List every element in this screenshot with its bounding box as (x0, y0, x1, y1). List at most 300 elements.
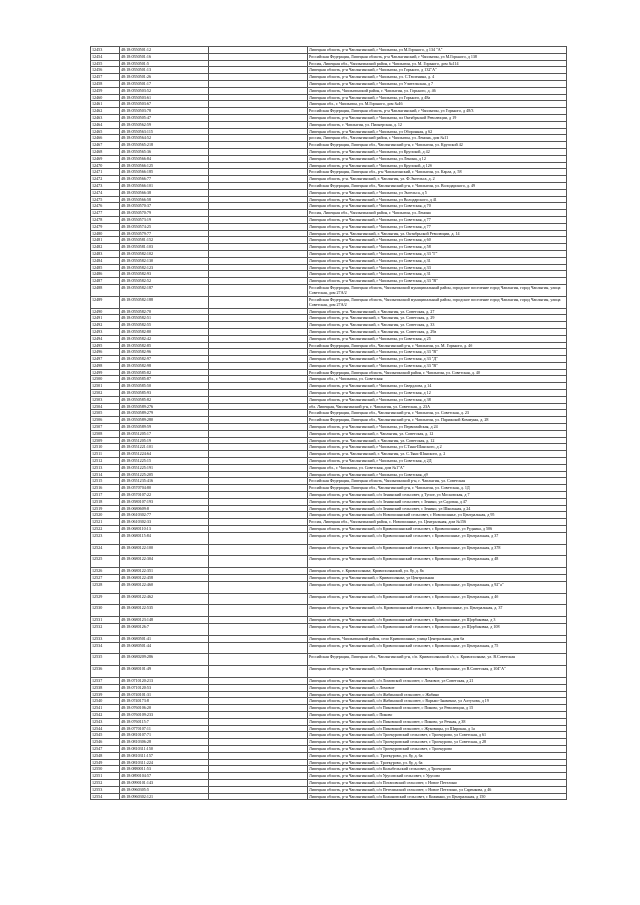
table-row (91, 568, 567, 575)
empty-cell (209, 223, 308, 230)
empty-cell (209, 87, 308, 94)
row-number-cell: 12527 (91, 575, 120, 582)
row-number-cell: 12514 (91, 471, 120, 478)
table-row (91, 101, 567, 108)
address-cell: Липецкая область, р-н Чаплыгинский, г Чаплыгин, ул. С.Тюленина, д. 4 (308, 74, 567, 81)
empty-cell (209, 779, 308, 786)
empty-cell (209, 698, 308, 705)
empty-cell (209, 148, 308, 155)
address-cell: Липецкая область, г. Кривополянье, Кривополянский, ул. 8у, д. 8а (308, 568, 567, 575)
cadastral-number-cell: 48:18:0551225:191 (120, 464, 209, 471)
cadastral-number-cell: 48:18:0960302:121 (120, 793, 209, 800)
empty-cell (209, 296, 308, 308)
table-row (91, 718, 567, 725)
records-table-body (91, 47, 567, 800)
empty-cell (209, 162, 308, 169)
row-number-cell: 12537 (91, 677, 120, 684)
empty-cell (209, 444, 308, 451)
address-cell: обл. Липецкая, Чаплыгинский р-н, г. Чаплыгин, ул. Советская, д. 23А (308, 403, 567, 410)
address-cell: Липецкая область, р-н Чаплыгинский, г Чаплыгин, ул Советская, д 60 (308, 237, 567, 244)
table-row (91, 739, 567, 746)
row-number-cell: 12516 (91, 485, 120, 492)
row-number-cell: 12484 (91, 257, 120, 264)
table-row (91, 745, 567, 752)
table-row (91, 575, 567, 582)
cadastral-number-cell: 48:18:0550566:77 (120, 176, 209, 183)
cadastral-number-cell: 48:18:0550582:123 (120, 264, 209, 271)
table-row (91, 322, 567, 329)
table-row (91, 451, 567, 458)
cadastral-number-cell: 48:18:0570107:22 (120, 492, 209, 499)
empty-cell (209, 471, 308, 478)
cadastral-number-cell: 48:18:0990101:143 (120, 779, 209, 786)
cadastral-number-cell: 48:18:0550503:67 (120, 101, 209, 108)
table-row (91, 478, 567, 485)
cadastral-number-cell: 48:18:0810306:28 (120, 739, 209, 746)
table-row (91, 526, 567, 533)
empty-cell (209, 53, 308, 60)
row-number-cell: 12474 (91, 189, 120, 196)
cadastral-number-cell: 48:18:0550589:279 (120, 410, 209, 417)
row-number-cell: 12486 (91, 271, 120, 278)
table-row (91, 74, 567, 81)
address-cell: Липецкая область, р-н Чаплыгинский, с. Троекурово, ул. 8у, д. 6а (308, 752, 567, 759)
cadastral-number-cell: 48:18:0760106:20 (120, 705, 209, 712)
table-row (91, 396, 567, 403)
address-cell: Российская Федерация, Липецкая область, Чаплыгинский р-н, г. Чаплыгин, ул. Советская (308, 478, 567, 485)
address-cell: Липецкая область, р-н Чаплыгинский, с/п Новополянский сельсовет, с Новополянье, ул Центральная, д 95 (308, 512, 567, 519)
empty-cell (209, 759, 308, 766)
empty-cell (209, 705, 308, 712)
table-row (91, 403, 567, 410)
cadastral-number-cell: 48:18:0550503:78 (120, 108, 209, 115)
empty-cell (209, 189, 308, 196)
empty-cell (209, 47, 308, 54)
cadastral-number-cell: 48:18:0550505:47 (120, 114, 209, 121)
cadastral-number-cell: 48:18:0550582:70 (120, 308, 209, 315)
table-row (91, 376, 567, 383)
address-cell: Липецкая область, р-н Чаплыгинский, с/п Петелинский сельсовет, с Новое Петелино, ул Саренкова, д 46 (308, 786, 567, 793)
table-row (91, 705, 567, 712)
row-number-cell: 12485 (91, 264, 120, 271)
table-row (91, 752, 567, 759)
address-cell: Липецкая область, р-н Чаплыгинский, с/п Пиковский сельсовет, с Жуковицы, ул Широкая, д 1а (308, 725, 567, 732)
row-number-cell: 12543 (91, 718, 120, 725)
cadastral-number-cell: 48:18:0680122:100 (120, 544, 209, 556)
table-row (91, 169, 567, 176)
row-number-cell: 12513 (91, 464, 120, 471)
empty-cell (209, 74, 308, 81)
address-cell: Российская Федерация, Липецкая обл., Чаплыгинский р-н, с/п. Кривополянский с/с, с. Кривополянье, ул. В.Советская (308, 654, 567, 666)
table-row (91, 677, 567, 684)
row-number-cell: 12456 (91, 67, 120, 74)
table-row (91, 182, 567, 189)
row-number-cell: 12511 (91, 451, 120, 458)
empty-cell (209, 417, 308, 424)
cadastral-number-cell: 48:18:0580107:193 (120, 498, 209, 505)
table-row (91, 176, 567, 183)
address-cell: Липецкая область, р-н Чаплыгинский, с/п Пиковский сельсовет, с Пиково, ул Революции, д 15 (308, 705, 567, 712)
address-cell: Липецкая область, р-н Чаплыгинский, с/п Ломовской сельсовет, с Ломовое, ул Советская, д 21 (308, 677, 567, 684)
row-number-cell: 12476 (91, 203, 120, 210)
cadastral-number-cell: 48:18:0551235:416 (120, 478, 209, 485)
table-row (91, 369, 567, 376)
empty-cell (209, 237, 308, 244)
cadastral-number-cell: 48:18:0550582:55 (120, 322, 209, 329)
cadastral-number-cell: 48:18:0710120:53 (120, 684, 209, 691)
row-number-cell: 12526 (91, 568, 120, 575)
cadastral-number-cell: 48:18:0550501:16 (120, 53, 209, 60)
cadastral-number-cell: 48:18:0810311:150 (120, 745, 209, 752)
table-row (91, 793, 567, 800)
cadastral-number-cell: 48:18:0810107:71 (120, 732, 209, 739)
empty-cell (209, 526, 308, 533)
table-row (91, 296, 567, 308)
empty-cell (209, 121, 308, 128)
empty-cell (209, 568, 308, 575)
table-row (91, 349, 567, 356)
cadastral-number-cell: 48:18:0680122:304 (120, 556, 209, 568)
row-number-cell: 12541 (91, 705, 120, 712)
empty-cell (209, 203, 308, 210)
empty-cell (209, 230, 308, 237)
row-number-cell: 12538 (91, 684, 120, 691)
cadastral-number-cell: 48:18:0550582:93 (120, 271, 209, 278)
row-number-cell: 12497 (91, 356, 120, 363)
address-cell: Липецкая область, р-н Чаплыгинский, г Чаплыгин, ул Советская, д 31 (308, 257, 567, 264)
empty-cell (209, 793, 308, 800)
row-number-cell: 12487 (91, 278, 120, 285)
row-number-cell: 12532 (91, 623, 120, 635)
cadastral-number-cell: 48:18:0550566:58 (120, 196, 209, 203)
empty-cell (209, 605, 308, 617)
address-cell: Российская Федерация, Липецкая область, Чаплыгинский муниципальный район, городское поселение город Чаплыгин, город Чаплыгин, улица Советская, дом 27А/2 (308, 296, 567, 308)
empty-cell (209, 617, 308, 624)
table-row (91, 430, 567, 437)
address-cell: Липецкая область, р-н Чаплыгинский, с/п Троекуровский сельсовет, с Троекурово, ул Советская, д 28 (308, 739, 567, 746)
row-number-cell: 12480 (91, 230, 120, 237)
address-cell: Липецкая область, р-н Чаплыгинский, с/п Пиковский сельсовет, с Пиково, ул Речная, д 38 (308, 718, 567, 725)
table-row (91, 87, 567, 94)
table-row (91, 786, 567, 793)
address-cell: Липецкая область, р-н. Чаплыгинский, г. Чаплыгин, ул. Советская, д. 12 (308, 437, 567, 444)
address-cell: Российская Федерация, Липецкая область, Чаплыгинский муниципальный район, городское поселение город Чаплыгин, город Чаплыгин, улица Советская, дом 27А/2 (308, 284, 567, 296)
address-cell: Российская Федерация, Липецкая обл., Чаплыгинский р-н, г. Чаплыгин, ул. Парижской Коммуны, д. 28 (308, 417, 567, 424)
address-cell: Российская Федерация, Липецкая обл., Чаплыгинский р-н, г. Чаплыгин, ул. Советская, д. 23 (308, 410, 567, 417)
table-row (91, 498, 567, 505)
cadastral-number-cell: 48:18:0680122:458 (120, 575, 209, 582)
cadastral-number-cell: 48:18:0550589:276 (120, 403, 209, 410)
cadastral-number-cell: 48:18:0550501:26 (120, 74, 209, 81)
address-cell: Липецкая область, р-н Чаплыгинский, г Чаплыгин, ул Свердлова, д 14 (308, 383, 567, 390)
cadastral-number-cell: 48:18:0890104:57 (120, 773, 209, 780)
cadastral-number-cell: 48:18:0680110:13 (120, 526, 209, 533)
row-number-cell: 12457 (91, 74, 120, 81)
cadastral-number-cell: 48:18:0550585:82 (120, 396, 209, 403)
address-cell: Липецкая область, р-н Чаплыгинский, с/п Зенинский сельсовет, с Зенино, ул Школьная, д 24 (308, 505, 567, 512)
empty-cell (209, 169, 308, 176)
address-cell: Липецкая область, р-н Чаплыгинский, г Чаплыгин, ул Первомайская, д 24 (308, 424, 567, 431)
address-cell: Липецкая область, р-н Чаплыгинский, г Чаплыгин, ул Горького, д 132"А" (308, 67, 567, 74)
cadastral-number-cell: 48:18:0550570:79 (120, 210, 209, 217)
table-row (91, 210, 567, 217)
row-number-cell: 12482 (91, 244, 120, 251)
empty-cell (209, 458, 308, 465)
address-cell: Россия, Липецкая обл., Чаплыгинский район, г. Чаплыгин, ул. Ленина (308, 210, 567, 217)
cadastral-number-cell: 48:18:0550585:82 (120, 369, 209, 376)
cadastral-number-cell: 48:18:0880011:53 (120, 766, 209, 773)
row-number-cell: 12492 (91, 322, 120, 329)
cadastral-number-cell: 48:18:0551221:101 (120, 444, 209, 451)
address-cell: Российская Федерация, Липецкая область, р-н Чаплыгинский, г Чаплыгин, ул М.Горького, д 138 (308, 53, 567, 60)
row-number-cell: 12540 (91, 698, 120, 705)
address-cell: Липецкая область, р-н. Чаплыгинский, г. Чаплыгин, ул. Советская, д. 29а (308, 328, 567, 335)
empty-cell (209, 711, 308, 718)
empty-cell (209, 210, 308, 217)
empty-cell (209, 362, 308, 369)
table-row (91, 444, 567, 451)
address-cell: Липецкая область, р-н Чаплыгинский, г Чаплыгин, ул Ленина, д 12 (308, 155, 567, 162)
address-cell: Липецкая область, р-н. Чаплыгинский, г. Чаплыгин, ул. Советская, д. 27 (308, 308, 567, 315)
row-number-cell: 12460 (91, 94, 120, 101)
row-number-cell: 12517 (91, 492, 120, 499)
row-number-cell: 12471 (91, 169, 120, 176)
row-number-cell: 12503 (91, 396, 120, 403)
row-number-cell: 12508 (91, 430, 120, 437)
empty-cell (209, 519, 308, 526)
table-row (91, 654, 567, 666)
address-cell: Липецкая область, р-н Чаплыгинский, с/п Кривополянский сельсовет, с Кривополянье, ул Центральная, д 37 (308, 532, 567, 544)
cadastral-number-cell: 48:18:0550566:185 (120, 169, 209, 176)
address-cell: Липецкая область, р-н Чаплыгинский, с/п Кривополянский сельсовет, с Кривополянье, ул Щорбаковка, д 108 (308, 623, 567, 635)
empty-cell (209, 635, 308, 642)
address-cell: Липецкая область, р-н Чаплыгинский, с/п Троекуровский сельсовет, с Троекурово, ул Советская, д 61 (308, 732, 567, 739)
address-cell: Липецкая область, р-н Чаплыгинский, г Чаплыгин, ул Советская, д 12 (308, 390, 567, 397)
cadastral-number-cell: 48:18:0551225:205 (120, 471, 209, 478)
cadastral-number-cell: 48:18:0960305:5 (120, 786, 209, 793)
address-cell: Липецкая область, р-н Чаплыгинский, с/п Кривополянский сельсовет, с Кривополянье, ул Центральная, д 92"а" (308, 581, 567, 593)
empty-cell (209, 556, 308, 568)
address-cell: Российская Федерация, Липецкая область, р-н Чаплыгинский, г Чаплыгин, ул Горького, д 48/3 (308, 108, 567, 115)
row-number-cell: 12533 (91, 635, 120, 642)
row-number-cell: 12498 (91, 362, 120, 369)
address-cell: Липецкая область, р-н Чаплыгинский, с/п Потаповский сельсовет, с Новое Петелино (308, 779, 567, 786)
row-number-cell: 12470 (91, 162, 120, 169)
row-number-cell: 12483 (91, 250, 120, 257)
empty-cell (209, 786, 308, 793)
address-cell: Липецкая область, р-н Чаплыгинский, г Чаплыгин, ул Крупской, д 42 (308, 148, 567, 155)
cadastral-number-cell: 48:18:0550574:25 (120, 223, 209, 230)
address-cell: Липецкая область, р-н Чаплыгинский, с/п Кривополянский сельсовет, с Кривополянье, ул В.Советская, д 104"А" (308, 666, 567, 678)
empty-cell (209, 94, 308, 101)
table-row (91, 230, 567, 237)
empty-cell (209, 581, 308, 593)
table-row (91, 244, 567, 251)
address-cell: Липецкая область, р-н Чаплыгинский, г Чаплыгин, ул Володарского, д 41 (308, 196, 567, 203)
empty-cell (209, 101, 308, 108)
table-row (91, 390, 567, 397)
table-row (91, 121, 567, 128)
cadastral-number-cell: 48:18:0740173:8 (120, 698, 209, 705)
cadastral-number-cell: 48:18:0680209:286 (120, 654, 209, 666)
address-cell: Липецкая область, Чаплыгинский район, село Кривополянье, улица Центральная, дом 6а (308, 635, 567, 642)
empty-cell (209, 142, 308, 149)
table-row (91, 155, 567, 162)
empty-cell (209, 498, 308, 505)
address-cell: Липецкая область, р-н Чаплыгинский, с/п Кривополянский сельсовет, с Кривополянье, ул Центральная, д 48 (308, 556, 567, 568)
table-row (91, 308, 567, 315)
empty-cell (209, 642, 308, 654)
row-number-cell: 12500 (91, 376, 120, 383)
row-number-cell: 12462 (91, 108, 120, 115)
row-number-cell: 12548 (91, 752, 120, 759)
row-number-cell: 12465 (91, 128, 120, 135)
row-number-cell: 12469 (91, 155, 120, 162)
cadastral-number-cell: 48:18:0550582:130 (120, 257, 209, 264)
cadastral-number-cell: 48:18:0550564:52 (120, 135, 209, 142)
address-cell: Липецкая область, р-н Чаплыгинский, с/п. Кривополянский сельсовет, с. Кривополянье, ул. Центральная, д. 37 (308, 605, 567, 617)
cadastral-number-cell: 48:18:0551225:15 (120, 458, 209, 465)
row-number-cell: 12481 (91, 237, 120, 244)
empty-cell (209, 308, 308, 315)
cadastral-number-cell: 48:18:0680122:351 (120, 568, 209, 575)
empty-cell (209, 328, 308, 335)
table-row (91, 766, 567, 773)
row-number-cell: 12506 (91, 417, 120, 424)
row-number-cell: 12545 (91, 732, 120, 739)
address-cell: Липецкая область, р-н Чаплыгинский, с/п Зенинский сельсовет, д Тупое, ул Московская, д 7 (308, 492, 567, 499)
address-cell: Липецкая область, р-н Чаплыгинский, г Чаплыгин, ул М.Горького, д 134 "А" (308, 47, 567, 54)
row-number-cell: 12491 (91, 315, 120, 322)
address-cell: Липецкая область, р-н. Чаплыгинский, г. Чаплыгин, ул. Советская, д. 29 (308, 315, 567, 322)
empty-cell (209, 196, 308, 203)
cadastral-number-cell: 48:18:0550503:61 (120, 94, 209, 101)
address-cell: Россия, Липецкая обл., Чаплыгинский район, г. Чаплыгин, ул. М. Горького, дом №114 (308, 60, 567, 67)
row-number-cell: 12478 (91, 216, 120, 223)
cadastral-number-cell: 48:18:0550582:51 (120, 315, 209, 322)
empty-cell (209, 752, 308, 759)
cadastral-number-cell: 48:18:0550503:52 (120, 87, 209, 94)
address-cell: Липецкая область, р-н Чаплыгинский, г Чаплыгин, ул Крупской, д 12б (308, 162, 567, 169)
table-row (91, 417, 567, 424)
cadastral-number-cell: 48:18:0550563:115 (120, 128, 209, 135)
table-row (91, 80, 567, 87)
address-cell: Российская Федерация, Липецкая обл., р-н Чаплыгинский, г. Чаплыгин, ул. Карла, д. 58 (308, 169, 567, 176)
address-cell: Российская Федерация, Липецкая обл., Чаплыгинский р-н, г. Чаплыгин, ул. Советская, д. 1Д (308, 485, 567, 492)
table-row (91, 271, 567, 278)
cadastral-number-cell: 48:18:0760115:7 (120, 718, 209, 725)
table-row (91, 725, 567, 732)
address-cell: Липецкая область, р-н Чаплыгинский, г Чаплыгин, ул Советская, д 77 (308, 223, 567, 230)
empty-cell (209, 342, 308, 349)
records-table (90, 46, 567, 800)
table-row (91, 617, 567, 624)
row-number-cell: 12519 (91, 505, 120, 512)
table-row (91, 492, 567, 499)
table-row (91, 424, 567, 431)
table-row (91, 732, 567, 739)
cadastral-number-cell: 48:18:0550582:42 (120, 335, 209, 342)
empty-cell (209, 575, 308, 582)
table-row (91, 148, 567, 155)
cadastral-number-cell: 48:18:0550582:102 (120, 250, 209, 257)
address-cell: Липецкая область, р-н Чаплыгинский, г Чаплыгин, ул Советская, д 58 (308, 244, 567, 251)
empty-cell (209, 732, 308, 739)
table-row (91, 464, 567, 471)
row-number-cell: 12528 (91, 581, 120, 593)
address-cell: Липецкая область, р-н Чаплыгинский, с/п Жабинский сельсовет, с Жабино (308, 691, 567, 698)
empty-cell (209, 684, 308, 691)
row-number-cell: 12509 (91, 437, 120, 444)
cadastral-number-cell: 48:18:0810311:224 (120, 759, 209, 766)
table-row (91, 257, 567, 264)
address-cell: Липецкая область, р-н Чаплыгинский, г Чаплыгин, ул Советская, д 70 (308, 203, 567, 210)
row-number-cell: 12552 (91, 779, 120, 786)
empty-cell (209, 691, 308, 698)
empty-cell (209, 60, 308, 67)
address-cell: Липецкая область, р-н Чаплыгинский, с/п Кривополянский сельсовет, с Кривополянье, ул Рудника, д 506 (308, 526, 567, 533)
address-cell: Российская Федерация, Липецкая область, Чаплыгинский район, г. Чаплыгин, ул. Советская, д. 40 (308, 369, 567, 376)
empty-cell (209, 512, 308, 519)
cadastral-number-cell: 48:18:0680609:8 (120, 505, 209, 512)
table-row (91, 698, 567, 705)
cadastral-number-cell: 48:18:0680101:49 (120, 666, 209, 678)
address-cell: Липецкая область, р-н Чаплыгинский, г Чаплыгин, ул Советская, д 33 "В" (308, 278, 567, 285)
row-number-cell: 12496 (91, 349, 120, 356)
address-cell: Липецкая обл., г. Чаплыгин, ул. Советская, дом №1"А" (308, 464, 567, 471)
address-cell: Липецкая область, р-н Чаплыгинский, г Чаплыгин, ул Советская, д 33 "Д" (308, 356, 567, 363)
empty-cell (209, 284, 308, 296)
row-number-cell: 12530 (91, 605, 120, 617)
row-number-cell: 12515 (91, 478, 120, 485)
table-row (91, 383, 567, 390)
empty-cell (209, 216, 308, 223)
address-cell: Липецкая область, р-н Чаплыгинский, с Кривополянье, ул Центральная (308, 575, 567, 582)
empty-cell (209, 593, 308, 605)
empty-cell (209, 176, 308, 183)
empty-cell (209, 745, 308, 752)
empty-cell (209, 114, 308, 121)
table-row (91, 284, 567, 296)
address-cell: Липецкая область, р-н Чаплыгинский, с/п Кожановский сельсовет, с Кожинки, ул Центральная, д 150 (308, 793, 567, 800)
empty-cell (209, 322, 308, 329)
empty-cell (209, 244, 308, 251)
table-row (91, 114, 567, 121)
cadastral-number-cell: 48:18:0550501:17 (120, 80, 209, 87)
address-cell: Липецкая область, р-н Чаплыгинский, г Чаплыгин, ул Энгельса, д 5 (308, 189, 567, 196)
table-row (91, 189, 567, 196)
address-cell: Липецкая область, р-н Чаплыгинский, г Чаплыгин, ул Советская, д 33 "В" (308, 349, 567, 356)
table-row (91, 471, 567, 478)
address-cell: Липецкая область, р-н. Чаплыгинский, г. Чаплыгин, ул. Ф.Энгельса, д. 2 (308, 176, 567, 183)
address-cell: Липецкая область, г. Чаплыгин, ул. Пионерская, д. 12 (308, 121, 567, 128)
table-row (91, 60, 567, 67)
cadastral-number-cell: 48:18:0550585:87 (120, 376, 209, 383)
empty-cell (209, 271, 308, 278)
table-row (91, 410, 567, 417)
address-cell: Российская Федерация, Липецкая обл., Чаплыгинский р-н, г. Чаплыгин, ул. Володарского, д. 49 (308, 182, 567, 189)
row-number-cell: 12520 (91, 512, 120, 519)
cadastral-number-cell: 48:18:0550562:59 (120, 121, 209, 128)
address-cell: Липецкая область, р-н Чаплыгинский, с/п Кривополянский сельсовет, с Кривополянье, ул Центральная, д 75 (308, 642, 567, 654)
row-number-cell: 12546 (91, 739, 120, 746)
cadastral-number-cell: 48:18:0550589:280 (120, 417, 209, 424)
address-cell: Липецкая область, р-н Чаплыгинский, с/п Колыбельский сельсовет, д Троекурово (308, 766, 567, 773)
cadastral-number-cell: 48:18:0551224:64 (120, 451, 209, 458)
cadastral-number-cell: 48:18:0760109:233 (120, 711, 209, 718)
row-number-cell: 12542 (91, 711, 120, 718)
row-number-cell: 12536 (91, 666, 120, 678)
